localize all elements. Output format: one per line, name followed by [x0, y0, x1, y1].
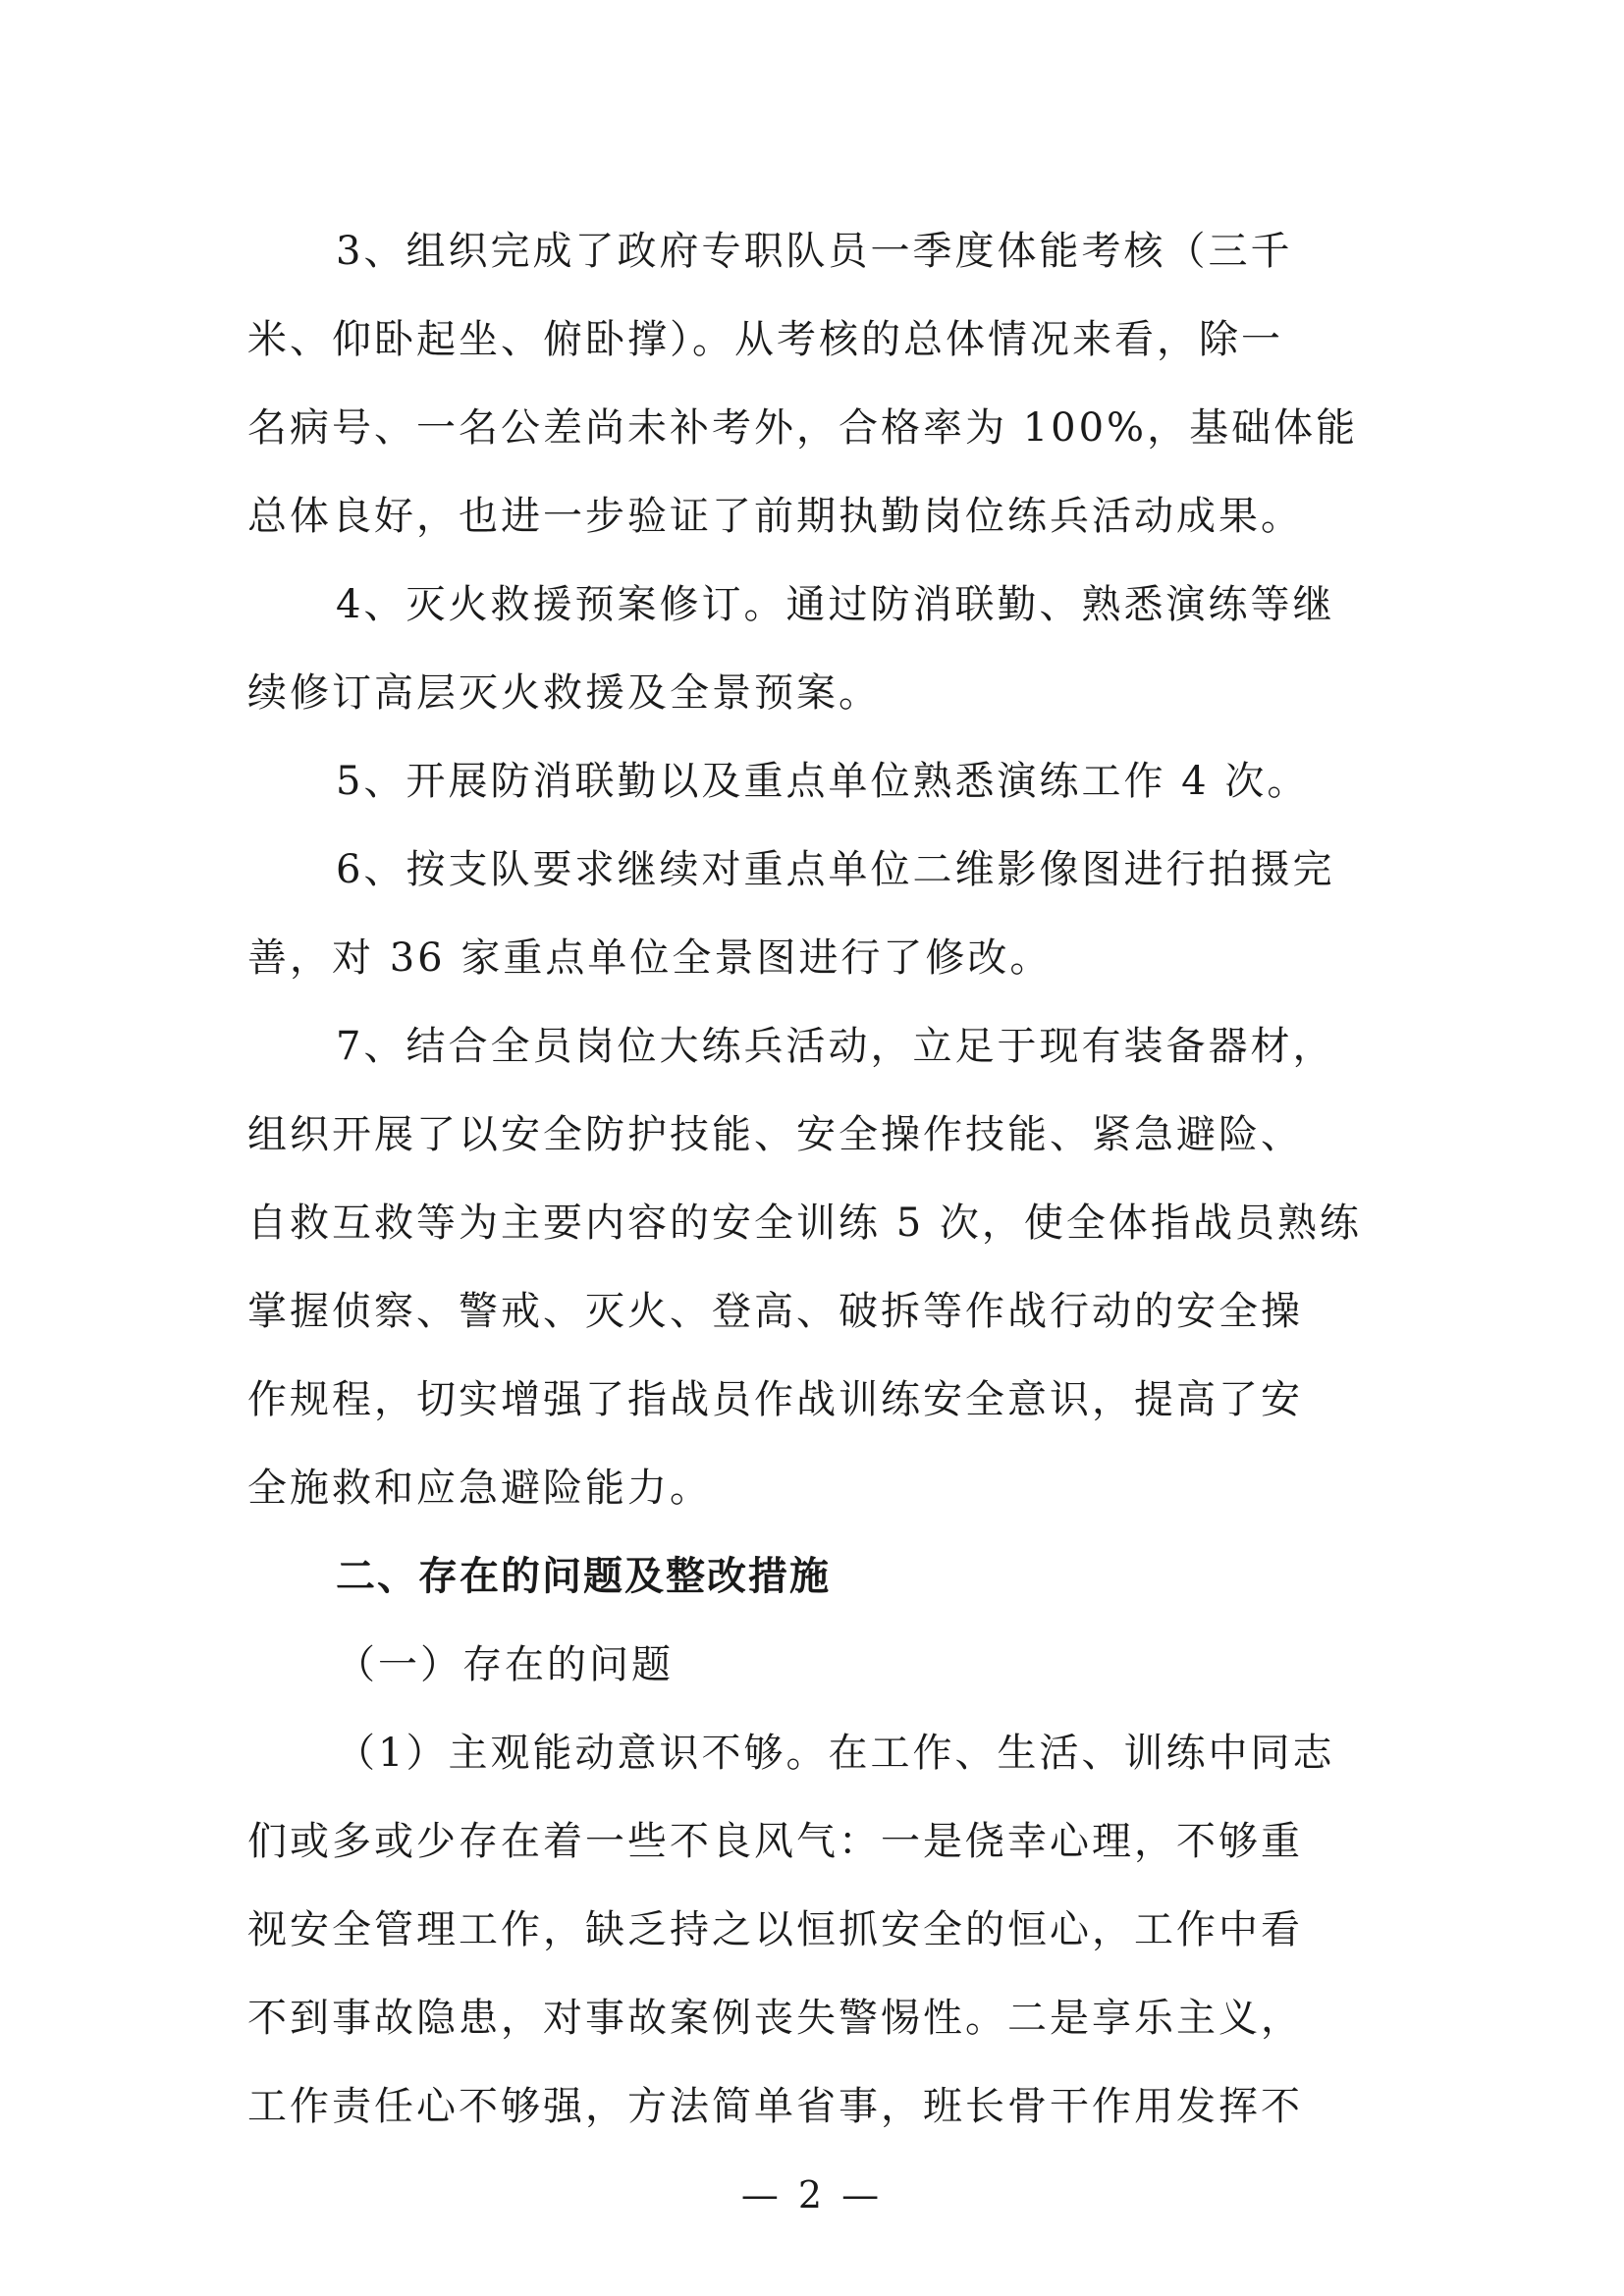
text-line: 自救互救等为主要内容的安全训练 5 次，使全体指战员熟练	[247, 1201, 1362, 1246]
text-line: 工作责任心不够强，方法简单省事，班长骨干作用发挥不	[247, 2084, 1303, 2129]
text-line: 5、开展防消联勤以及重点单位熟悉演练工作 4 次。	[336, 759, 1310, 804]
text-line: 7、结合全员岗位大练兵活动，立足于现有装备器材，	[336, 1024, 1335, 1069]
text-line: 6、按支队要求继续对重点单位二维影像图进行拍摄完	[336, 847, 1335, 892]
text-line: 组织开展了以安全防护技能、安全操作技能、紧急避险、	[247, 1112, 1303, 1157]
text-line: 作规程，切实增强了指战员作战训练安全意识，提高了安	[247, 1377, 1303, 1422]
text-line: 4、灭火救援预案修订。通过防消联勤、熟悉演练等继	[336, 582, 1335, 627]
text-line: 善，对 36 家重点单位全景图进行了修改。	[247, 935, 1053, 981]
text-line: 名病号、一名公差尚未补考外，合格率为 100%，基础体能	[247, 405, 1359, 451]
text-line: 不到事故隐患，对事故案例丧失警惕性。二是享乐主义，	[247, 1996, 1303, 2041]
text-line: 3、组织完成了政府专职队员一季度体能考核（三千	[336, 229, 1293, 274]
section-heading: 二、存在的问题及整改措施	[336, 1554, 831, 1599]
text-line: （1）主观能动意识不够。在工作、生活、训练中同志	[336, 1731, 1335, 1776]
subsection-heading: （一）存在的问题	[336, 1642, 674, 1687]
text-line: 视安全管理工作，缺乏持之以恒抓安全的恒心，工作中看	[247, 1907, 1303, 1952]
text-line: 们或多或少存在着一些不良风气：一是侥幸心理，不够重	[247, 1819, 1303, 1864]
text-line: 总体良好，也进一步验证了前期执勤岗位练兵活动成果。	[247, 494, 1303, 539]
text-line: 米、仰卧起坐、俯卧撑）。从考核的总体情况来看，除一	[247, 317, 1283, 362]
page-number: — 2 —	[740, 2173, 884, 2216]
text-line: 续修订高层灭火救援及全景预案。	[247, 670, 881, 716]
text-line: 全施救和应急避险能力。	[247, 1466, 712, 1511]
text-line: 掌握侦察、警戒、灭火、登高、破拆等作战行动的安全操	[247, 1289, 1303, 1334]
